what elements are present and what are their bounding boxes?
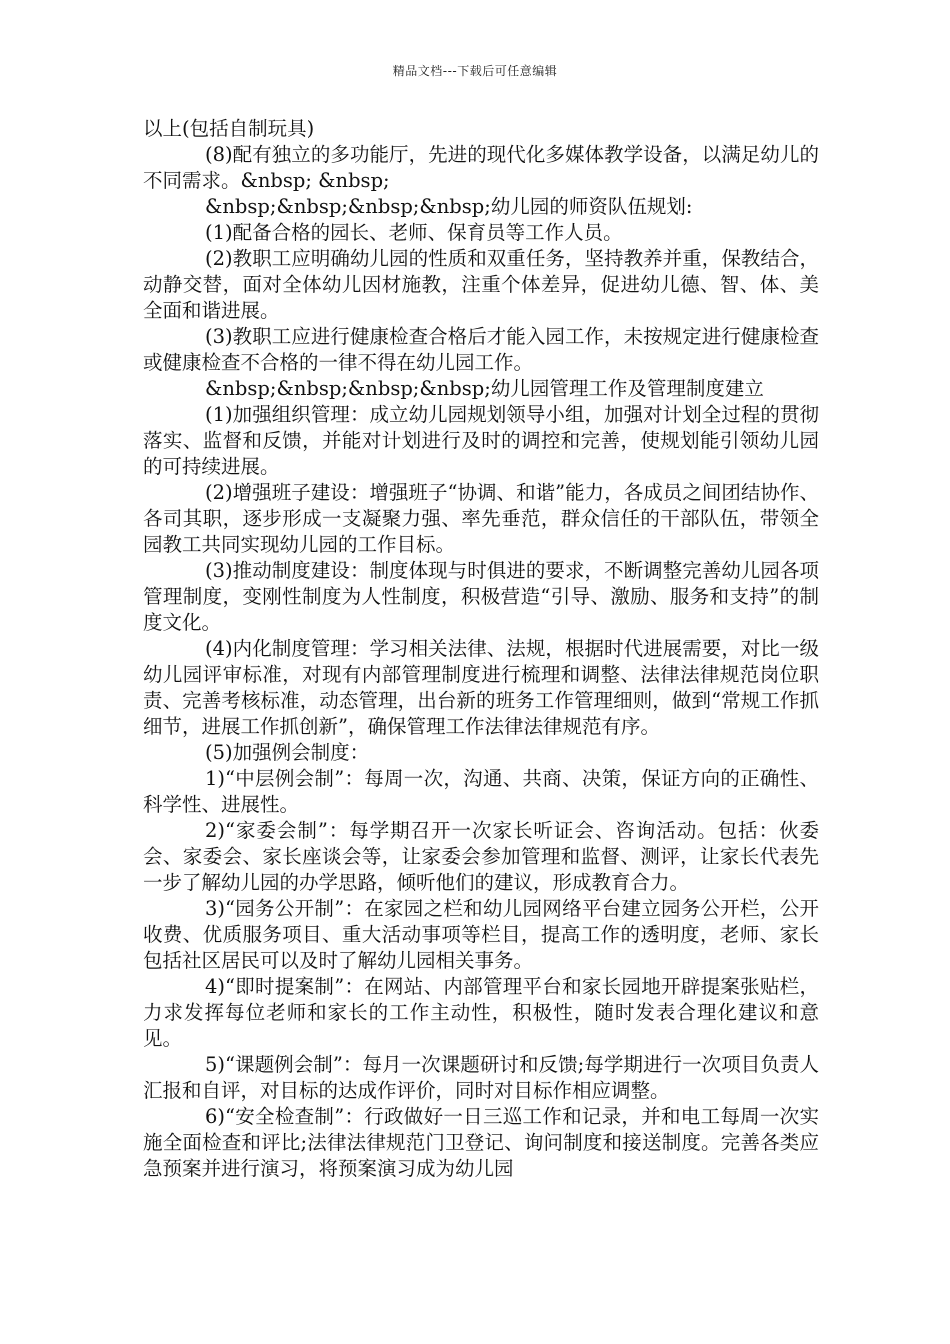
paragraph: (8)配有独立的多功能厅，先进的现代化多媒体教学设备，以满足幼儿的不同需求。&nbsp; &nbsp; [143, 143, 819, 192]
paragraph: (2)教职工应明确幼儿园的性质和双重任务，坚持教养并重，保教结合，动静交替，面对全体幼儿因材施教，注重个体差异，促进幼儿德、智、体、美全面和谐进展。 [143, 247, 819, 322]
paragraph: (1)配备合格的园长、老师、保育员等工作人员。 [205, 221, 623, 244]
paragraph: (3)推动制度建设：制度体现与时俱进的要求，不断调整完善幼儿园各项管理制度，变刚性制度为人性制度，积极营造“引导、激励、服务和支持”的制度文化。 [143, 559, 819, 634]
paragraph: (3)教职工应进行健康检查合格后才能入园工作，未按规定进行健康检查或健康检查不合格的一律不得在幼儿园工作。 [143, 325, 819, 374]
paragraph: (4)内化制度管理：学习相关法律、法规，根据时代进展需要，对比一级幼儿园评审标准，对现有内部管理制度进行梳理和调整、法律法律规范岗位职责、完善考核标准，动态管理，出台新的班务工作管理细则，做到“常规工作抓细节，进展工作抓创新”，确保管理工作法律法律规范有序。 [143, 637, 819, 738]
document-body [143, 116, 819, 1182]
paragraph: 1)“中层例会制”：每周一次，沟通、共商、决策，保证方向的正确性、科学性、进展性。 [143, 767, 819, 816]
paragraph: 6)“安全检查制”：行政做好一日三巡工作和记录，并和电工每周一次实施全面检查和评比;法律法律规范门卫登记、询问制度和接送制度。完善各类应急预案并进行演习，将预案演习成为幼儿园 [143, 1105, 819, 1180]
paragraph: &nbsp;&nbsp;&nbsp;&nbsp;幼儿园管理工作及管理制度建立 [205, 377, 764, 400]
paragraph: 5)“课题例会制”：每月一次课题研讨和反馈;每学期进行一次项目负责人汇报和自评，对目标的达成作评价，同时对目标作相应调整。 [143, 1053, 819, 1102]
page-header: 精品文档---下载后可任意编辑 [392, 64, 558, 78]
paragraph: &nbsp;&nbsp;&nbsp;&nbsp;幼儿园的师资队伍规划: [205, 195, 693, 218]
paragraph: 3)“园务公开制”：在家园之栏和幼儿园网络平台建立园务公开栏，公开收费、优质服务项目、重大活动事项等栏目，提高工作的透明度，老师、家长包括社区居民可以及时了解幼儿园相关事务。 [143, 897, 819, 972]
paragraph: 4)“即时提案制”：在网站、内部管理平台和家长园地开辟提案张贴栏，力求发挥每位老师和家长的工作主动性，积极性，随时发表合理化建议和意见。 [143, 975, 819, 1050]
paragraph: (2)增强班子建设：增强班子“协调、和谐”能力，各成员之间团结协作、各司其职，逐步形成一支凝聚力强、率先垂范，群众信任的干部队伍，带领全园教工共同实现幼儿园的工作目标。 [143, 481, 819, 556]
paragraph: (5)加强例会制度： [205, 741, 370, 764]
paragraph: 2)“家委会制”：每学期召开一次家长听证会、咨询活动。包括：伙委会、家委会、家长座谈会等，让家委会参加管理和监督、测评，让家长代表先一步了解幼儿园的办学思路，倾听他们的建议，形成教育合力。 [143, 819, 819, 894]
paragraph: (1)加强组织管理：成立幼儿园规划领导小组，加强对计划全过程的贯彻落实、监督和反馈，并能对计划进行及时的调控和完善，使规划能引领幼儿园的可持续进展。 [143, 403, 819, 478]
paragraph: 以上(包括自制玩具) [143, 117, 315, 140]
